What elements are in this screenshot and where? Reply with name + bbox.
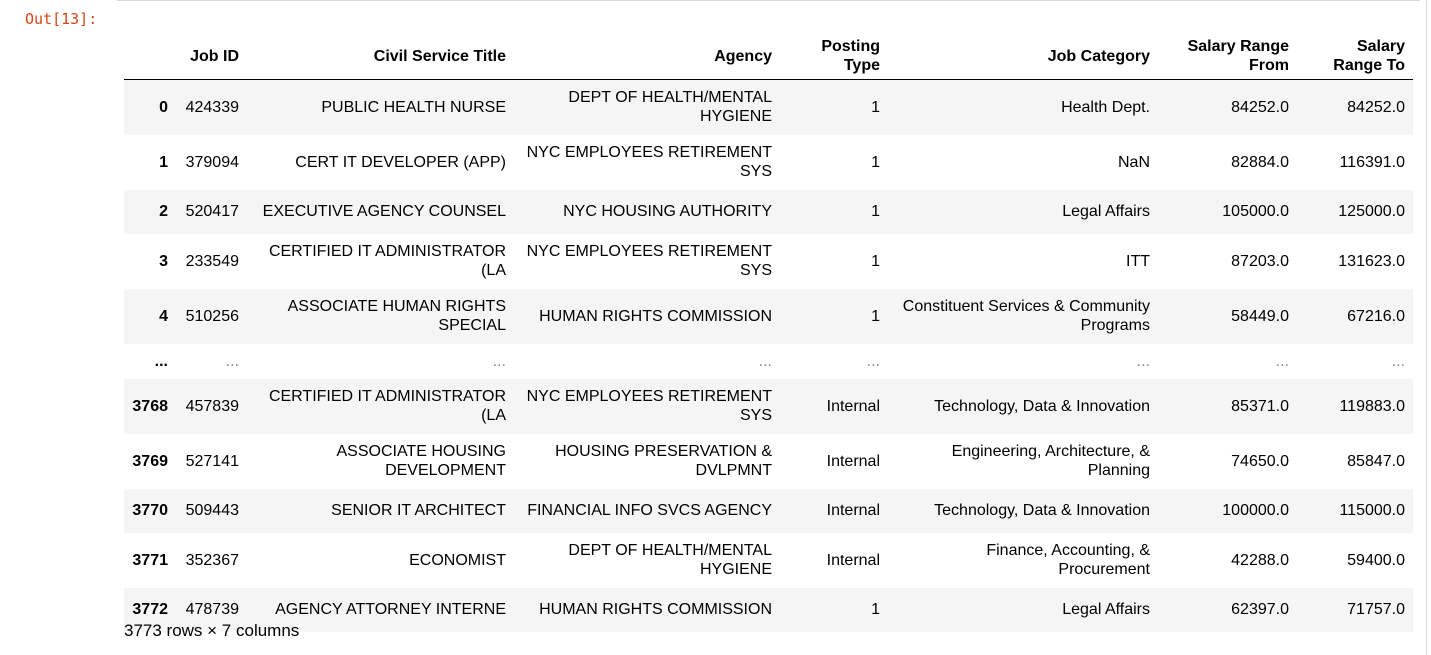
cell-salary-from: 85371.0 [1231, 397, 1289, 415]
cell-salary-to: ... [1391, 352, 1405, 370]
cell-salary-to: 84252.0 [1347, 98, 1405, 116]
cell-civil-service-title: CERTIFIED IT ADMINISTRATOR (LA [268, 243, 506, 279]
cell-salary-from: 58449.0 [1231, 307, 1289, 325]
cell-job-category: NaN [1117, 153, 1150, 171]
cell-salary-from: 42288.0 [1231, 551, 1289, 569]
cell-job-id: 510256 [185, 307, 239, 325]
cell-civil-service-title: CERT IT DEVELOPER (APP) [295, 153, 506, 171]
dataframe-shape-caption: 3773 rows × 7 columns [124, 621, 300, 640]
cell-job-id: 352367 [185, 551, 239, 569]
row-index: 3772 [132, 601, 168, 618]
header-job-id: Job ID [176, 33, 247, 80]
cell-salary-to: 115000.0 [1339, 502, 1405, 519]
header-posting-type: Posting Type [780, 33, 888, 80]
cell-agency: NYC EMPLOYEES RETIREMENT SYS [526, 243, 772, 279]
cell-agency: FINANCIAL INFO SVCS AGENCY [527, 502, 772, 519]
table-row [124, 289, 1413, 344]
table-row [124, 190, 1413, 234]
cell-job-id: 424339 [185, 98, 239, 116]
output-prompt: Out[13]: [25, 10, 98, 28]
cell-salary-to: 71757.0 [1347, 601, 1405, 618]
cell-job-category: Technology, Data & Innovation [934, 397, 1150, 415]
cell-job-id: 457839 [185, 397, 239, 415]
cell-job-category: ITT [1126, 252, 1150, 270]
cell-agency: NYC EMPLOYEES RETIREMENT SYS [526, 144, 772, 180]
table-row [124, 135, 1413, 190]
cell-posting-type: 1 [871, 252, 880, 270]
cell-posting-type: 1 [871, 203, 880, 220]
cell-job-id: 478739 [185, 601, 239, 618]
cell-job-category: ... [1136, 352, 1150, 370]
cell-posting-type: Internal [826, 551, 880, 569]
dataframe-table [124, 33, 1413, 632]
cell-agency: NYC HOUSING AUTHORITY [563, 203, 772, 220]
cell-job-id: 527141 [185, 452, 239, 470]
row-index: 3768 [132, 397, 168, 415]
cell-job-category: Legal Affairs [1062, 203, 1150, 220]
cell-agency: HOUSING PRESERVATION & DVLPMNT [555, 443, 772, 479]
cell-salary-to: 85847.0 [1347, 452, 1405, 470]
cell-salary-to: 125000.0 [1338, 203, 1405, 220]
table-row [124, 434, 1413, 489]
cell-salary-from: 100000.0 [1222, 502, 1289, 519]
cell-posting-type: ... [866, 352, 880, 370]
cell-job-id: ... [225, 352, 239, 370]
header-civil-service-title: Civil Service Title [247, 33, 514, 80]
table-header [124, 33, 1413, 80]
header-salary-range-from: Salary Range From [1158, 33, 1297, 80]
cell-job-category: Finance, Accounting, & Procurement [986, 542, 1150, 578]
cell-agency: HUMAN RIGHTS COMMISSION [539, 307, 772, 325]
cell-top-divider [117, 0, 1420, 1]
cell-salary-to: 116391.0 [1339, 153, 1405, 171]
cell-salary-to: 67216.0 [1347, 307, 1405, 325]
cell-salary-from: 105000.0 [1222, 203, 1289, 220]
cell-posting-type: Internal [826, 397, 880, 415]
table-row [124, 80, 1413, 135]
cell-salary-from: ... [1275, 352, 1289, 370]
cell-salary-to: 119883.0 [1339, 397, 1405, 415]
row-index: 3771 [132, 551, 168, 569]
ellipsis-row [124, 344, 1413, 379]
cell-salary-to: 59400.0 [1347, 551, 1405, 569]
cell-posting-type: 1 [871, 307, 880, 325]
cell-job-id: 520417 [185, 203, 239, 220]
row-index: 3769 [132, 452, 168, 470]
row-index: 3770 [132, 502, 168, 519]
row-index: 0 [159, 98, 168, 116]
cell-salary-to: 131623.0 [1338, 252, 1405, 270]
cell-agency: DEPT OF HEALTH/MENTAL HYGIENE [568, 89, 772, 126]
cell-civil-service-title: PUBLIC HEALTH NURSE [321, 98, 506, 116]
cell-civil-service-title: ECONOMIST [409, 551, 506, 569]
row-index: 4 [159, 307, 168, 325]
cell-agency: ... [758, 352, 772, 370]
cell-job-id: 379094 [185, 153, 239, 171]
cell-civil-service-title: SENIOR IT ARCHITECT [331, 502, 506, 519]
header-index [124, 33, 176, 80]
cell-civil-service-title: ASSOCIATE HOUSING DEVELOPMENT [336, 443, 506, 479]
cell-salary-from: 84252.0 [1231, 98, 1289, 116]
row-index: ... [154, 352, 168, 370]
cell-posting-type: 1 [871, 153, 880, 171]
table-body [124, 80, 1413, 632]
table-row [124, 489, 1413, 533]
cell-job-id: 509443 [185, 502, 239, 519]
row-index: 1 [159, 153, 168, 171]
cell-job-id: 233549 [185, 252, 239, 270]
cell-salary-from: 62397.0 [1231, 601, 1289, 618]
cell-civil-service-title: AGENCY ATTORNEY INTERNE [275, 601, 506, 618]
table-row [124, 588, 1413, 632]
cell-agency: HUMAN RIGHTS COMMISSION [539, 601, 772, 618]
cell-job-category: Constituent Services & Community Programs [902, 298, 1150, 334]
cell-civil-service-title: ... [492, 352, 506, 370]
cell-right-divider [1426, 0, 1427, 655]
header-agency: Agency [514, 33, 780, 80]
row-index: 2 [159, 203, 168, 220]
cell-agency: NYC EMPLOYEES RETIREMENT SYS [526, 388, 772, 424]
cell-salary-from: 74650.0 [1231, 452, 1289, 470]
cell-salary-from: 82884.0 [1231, 153, 1289, 171]
cell-job-category: Health Dept. [1061, 98, 1150, 116]
cell-civil-service-title: CERTIFIED IT ADMINISTRATOR (LA [268, 388, 506, 424]
cell-salary-from: 87203.0 [1231, 252, 1289, 270]
header-salary-range-to: Salary Range To [1297, 33, 1413, 80]
row-index: 3 [159, 252, 168, 270]
cell-job-category: Technology, Data & Innovation [934, 502, 1150, 519]
cell-posting-type: 1 [871, 98, 880, 116]
header-job-category: Job Category [888, 33, 1158, 80]
table-row [124, 379, 1413, 434]
cell-job-category: Engineering, Architecture, & Planning [951, 443, 1150, 479]
cell-posting-type: 1 [871, 601, 880, 618]
cell-civil-service-title: EXECUTIVE AGENCY COUNSEL [262, 203, 506, 220]
cell-posting-type: Internal [826, 452, 880, 470]
table-row [124, 234, 1413, 289]
cell-job-category: Legal Affairs [1062, 601, 1150, 618]
cell-agency: DEPT OF HEALTH/MENTAL HYGIENE [568, 542, 772, 578]
cell-posting-type: Internal [826, 502, 880, 519]
table-row [124, 533, 1413, 588]
cell-civil-service-title: ASSOCIATE HUMAN RIGHTS SPECIAL [287, 298, 506, 334]
header-row [124, 33, 1413, 80]
